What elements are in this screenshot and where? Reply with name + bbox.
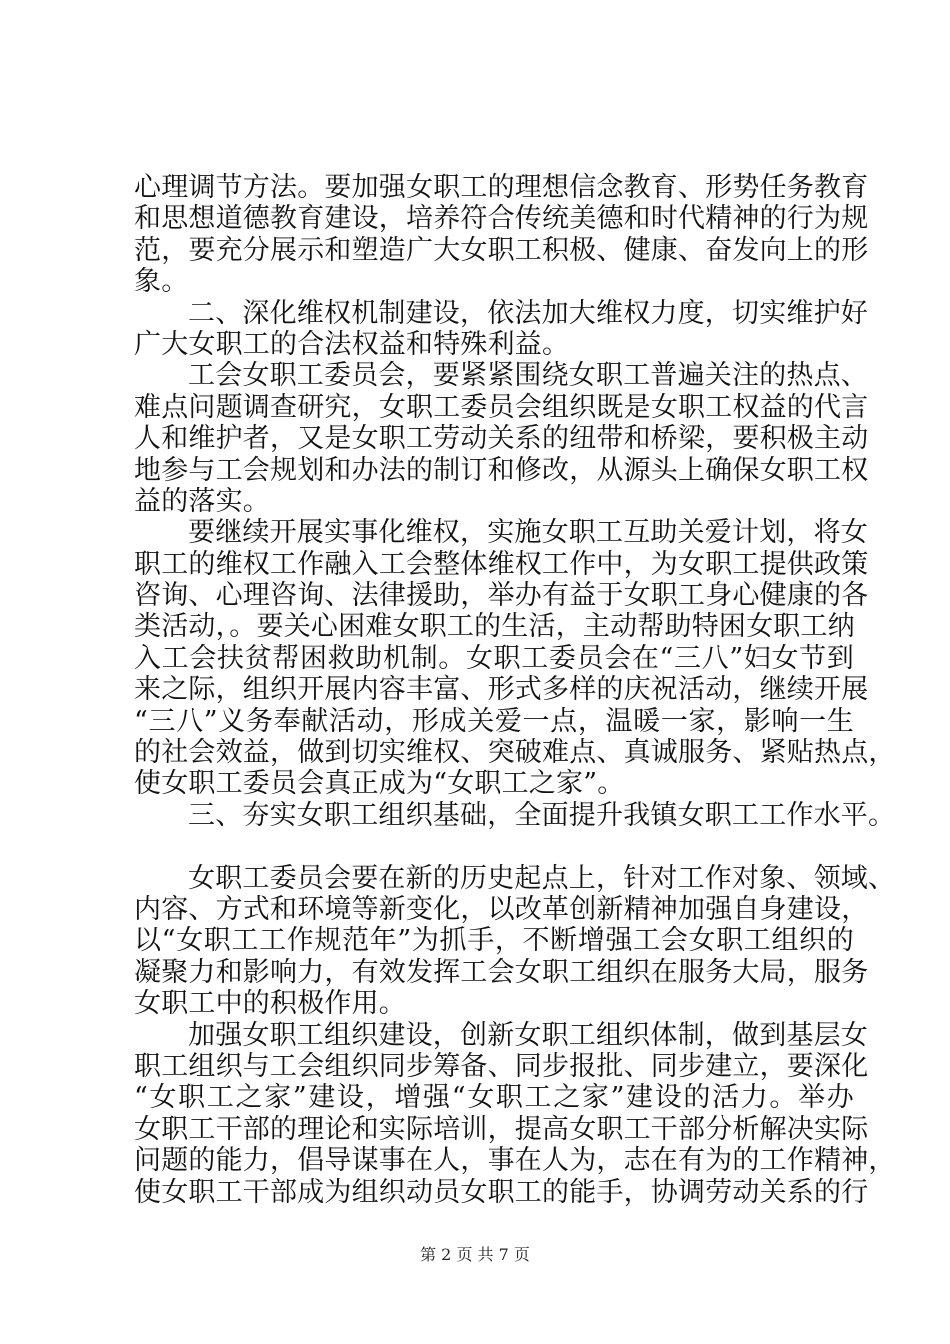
paragraph-line: 二、深化维权机制建设，依法加大维权力度，切实维护好 bbox=[188, 297, 868, 329]
document-body bbox=[134, 172, 896, 1208]
paragraph-line: 地参与工会规划和办法的制订和修改，从源头上确保女职工权 bbox=[134, 454, 869, 486]
paragraph-line: 难点问题调查研究，女职工委员会组织既是女职工权益的代言 bbox=[134, 391, 869, 423]
paragraph-line: 三、夯实女职工组织基础，全面提升我镇女职工工作水平。 bbox=[188, 799, 896, 831]
paragraph bbox=[134, 1019, 896, 1208]
paragraph-line: “三八”义务奉献活动，形成关爱一点，温暖一家，影响一生 bbox=[134, 705, 854, 737]
paragraph-line: 心理调节方法。要加强女职工的理想信念教育、形势任务教育 bbox=[134, 172, 869, 203]
paragraph-line: 使女职工干部成为组织动员女职工的能手，协调劳动关系的行 bbox=[134, 1176, 869, 1208]
paragraph bbox=[134, 297, 868, 361]
page-number-footer: 第 2 页 共 7 页 bbox=[420, 1245, 530, 1264]
blank-line bbox=[134, 831, 854, 862]
paragraph-line: 女职工中的积极作用。 bbox=[134, 988, 406, 1020]
paragraph-line: 女职工干部的理论和实际培训，提高女职工干部分析解决实际 bbox=[134, 1113, 869, 1145]
paragraph-line: 益的落实。 bbox=[134, 485, 270, 517]
paragraph-line: 入工会扶贫帮困救助机制。女职工委员会在“三八”妇女节到 bbox=[134, 642, 854, 674]
paragraph-line: “女职工之家”建设，增强“女职工之家”建设的活力。举办 bbox=[134, 1082, 854, 1114]
paragraph-line: 女职工委员会要在新的历史起点上，针对工作对象、领域、 bbox=[188, 862, 896, 894]
paragraph-line: 职工组织与工会组织同步筹备、同步报批、同步建立，要深化 bbox=[134, 1050, 869, 1082]
paragraph-line: 问题的能力，倡导谋事在人，事在人为，志在有为的工作精神， bbox=[134, 1145, 896, 1177]
paragraph bbox=[134, 517, 896, 800]
paragraph-line: 和思想道德教育建设，培养符合传统美德和时代精神的行为规 bbox=[134, 203, 869, 235]
paragraph bbox=[134, 172, 869, 298]
paragraph-line: 工会女职工委员会，要紧紧围绕女职工普遍关注的热点、 bbox=[188, 360, 868, 392]
paragraph-line: 来之际，组织开展内容丰富、形式多样的庆祝活动，继续开展 bbox=[134, 674, 869, 706]
paragraph-line: 范，要充分展示和塑造广大女职工积极、健康、奋发向上的形 bbox=[134, 234, 869, 266]
paragraph bbox=[134, 799, 896, 831]
paragraph-line: 凝聚力和影响力，有效发挥工会女职工组织在服务大局，服务 bbox=[134, 956, 869, 988]
paragraph bbox=[134, 360, 869, 517]
paragraph-line: 人和维护者，又是女职工劳动关系的纽带和桥梁，要积极主动 bbox=[134, 423, 869, 455]
paragraph-line: 要继续开展实事化维权，实施女职工互助关爱计划，将女 bbox=[188, 517, 868, 549]
paragraph-line: 的社会效益，做到切实维权、突破难点、真诚服务、紧贴热点， bbox=[134, 737, 896, 769]
paragraph-line: 类活动，。要关心困难女职工的生活，主动帮助特困女职工纳 bbox=[134, 611, 855, 643]
paragraph-line: 以“女职工工作规范年”为抓手，不断增强工会女职工组织的 bbox=[134, 925, 854, 957]
paragraph-line: 加强女职工组织建设，创新女职工组织体制，做到基层女 bbox=[188, 1019, 868, 1051]
paragraph-line: 咨询、心理咨询、法律援助，举办有益于女职工身心健康的各 bbox=[134, 580, 869, 612]
paragraph-line: 职工的维权工作融入工会整体维权工作中，为女职工提供政策 bbox=[134, 548, 869, 580]
paragraph-line: 广大女职工的合法权益和特殊利益。 bbox=[134, 328, 570, 360]
paragraph-line: 内容、方式和环境等新变化，以改革创新精神加强自身建设， bbox=[134, 893, 869, 925]
paragraph-line: 象。 bbox=[134, 266, 189, 298]
paragraph-line: 使女职工委员会真正成为“女职工之家”。 bbox=[134, 768, 625, 800]
paragraph bbox=[134, 862, 896, 1020]
